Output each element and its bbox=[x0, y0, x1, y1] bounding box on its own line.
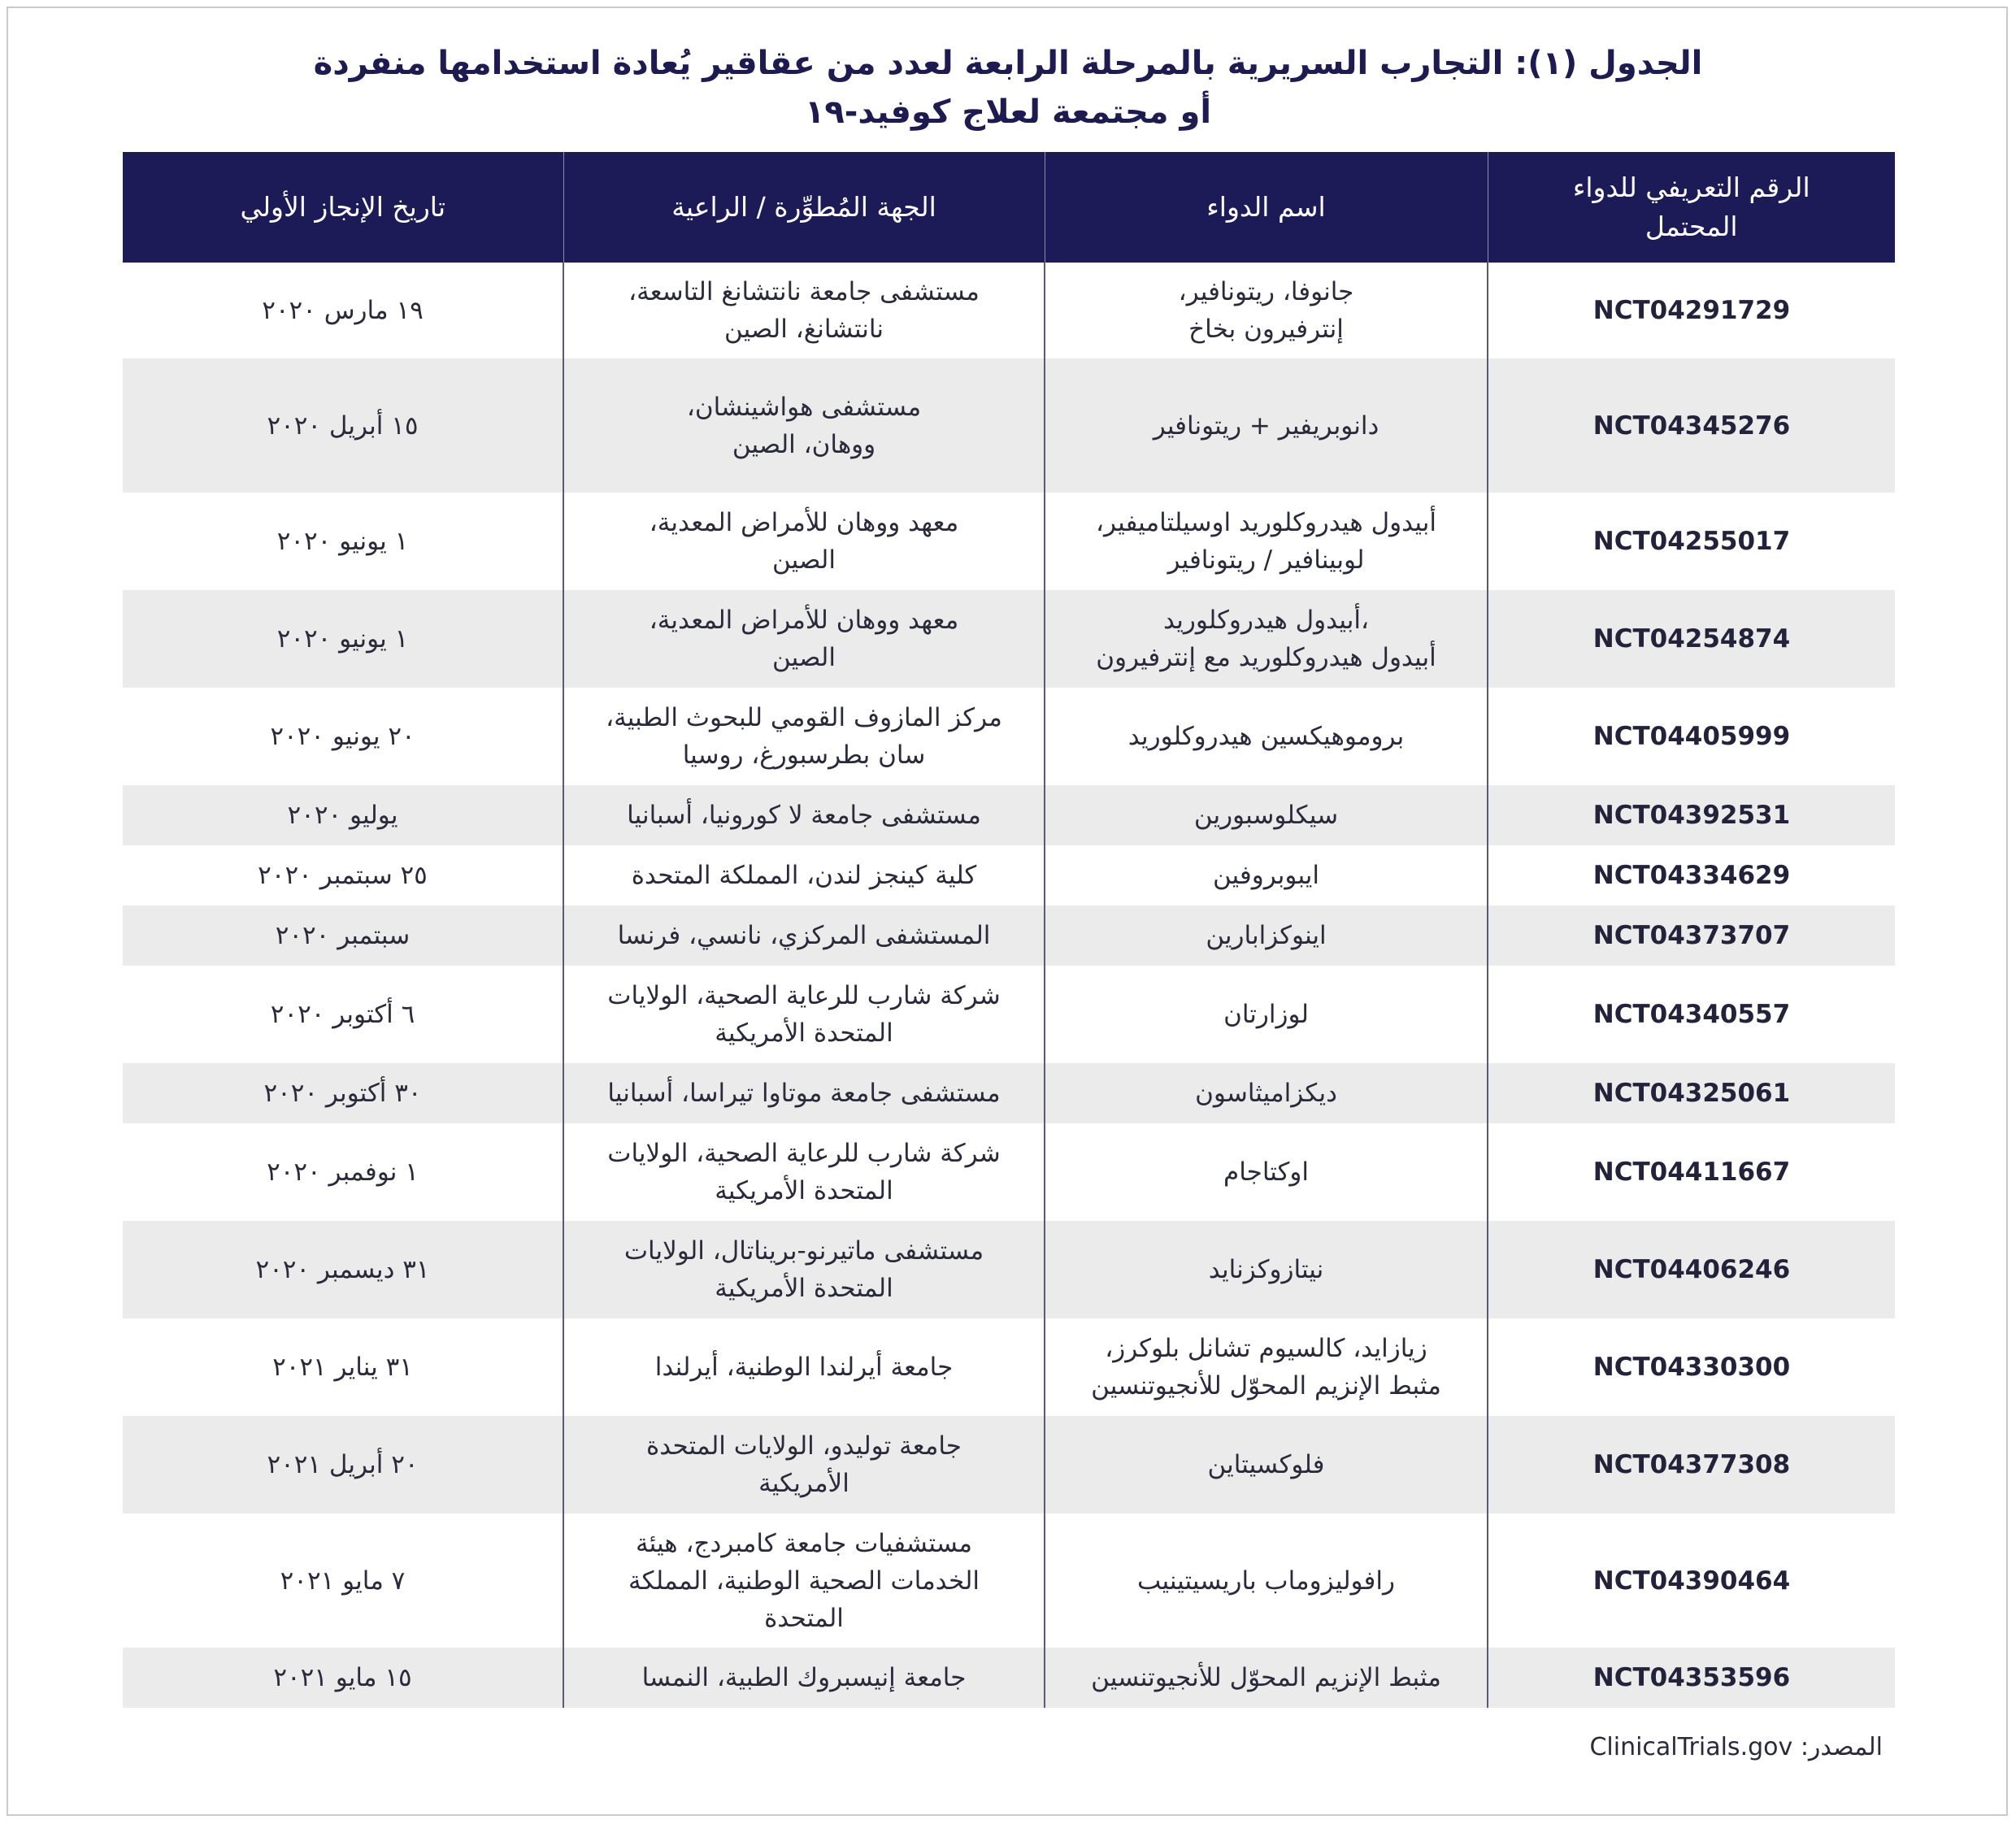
cell-sponsor bbox=[563, 905, 1045, 966]
cell-sponsor-line: مستشفيات جامعة كامبردج، هيئة bbox=[635, 1528, 973, 1558]
cell-sponsor-line: مركز المازوف القومي للبحوث الطبية، bbox=[606, 703, 1002, 732]
cell-date: ١٥ مايو ٢٠٢١ bbox=[123, 1648, 563, 1708]
cell-sponsor bbox=[563, 785, 1045, 845]
cell-sponsor-line: مستشفى هواشينشان، bbox=[686, 392, 922, 422]
cell-sponsor bbox=[563, 590, 1045, 688]
cell-trial-id: NCT04406246 bbox=[1488, 1221, 1895, 1318]
cell-drug bbox=[1045, 1123, 1488, 1221]
table-row bbox=[123, 1221, 1895, 1318]
source-value: ClinicalTrials.gov bbox=[1589, 1733, 1793, 1761]
header-date: تاريخ الإنجاز الأولي bbox=[123, 152, 563, 263]
table-row bbox=[123, 1123, 1895, 1221]
table-row bbox=[123, 263, 1895, 358]
cell-sponsor-line: مستشفى جامعة نانتشانغ التاسعة، bbox=[628, 277, 980, 306]
cell-sponsor bbox=[563, 1416, 1045, 1513]
caption-line-2: أو مجتمعة لعلاج كوفيد-١٩ bbox=[804, 93, 1212, 131]
cell-drug-line: لوبينافير / ريتونافير bbox=[1167, 545, 1365, 575]
cell-sponsor-line: المتحدة bbox=[764, 1603, 844, 1633]
cell-drug-line: لوزارتان bbox=[1223, 1000, 1309, 1029]
cell-drug-line: سيكلوسبورين bbox=[1193, 801, 1339, 830]
source-label: المصدر: bbox=[1800, 1733, 1883, 1761]
cell-sponsor bbox=[563, 263, 1045, 358]
cell-date: ١٩ مارس ٢٠٢٠ bbox=[123, 263, 563, 358]
table-row bbox=[123, 590, 1895, 688]
table-row bbox=[123, 785, 1895, 845]
table-row bbox=[123, 905, 1895, 966]
cell-sponsor bbox=[563, 1063, 1045, 1123]
cell-drug bbox=[1045, 1513, 1488, 1648]
header-id bbox=[1488, 152, 1895, 263]
cell-date: ٦ أكتوبر ٢٠٢٠ bbox=[123, 966, 563, 1063]
cell-drug-line: بروموهيكسين هيدروكلوريد bbox=[1127, 722, 1405, 751]
cell-trial-id: NCT04392531 bbox=[1488, 785, 1895, 845]
cell-drug-line: زيازايد، كالسيوم تشانل بلوكرز، bbox=[1105, 1334, 1427, 1363]
header-id-line-1: الرقم التعريفي للدواء bbox=[1572, 172, 1810, 203]
cell-drug bbox=[1045, 905, 1488, 966]
cell-sponsor-line: المستشفى المركزي، نانسي، فرنسا bbox=[617, 921, 991, 950]
source-note bbox=[1589, 1733, 1883, 1761]
cell-drug-line: إنترفيرون بخاخ bbox=[1188, 315, 1344, 344]
cell-drug-line: ايبوبروفين bbox=[1212, 861, 1320, 890]
cell-sponsor-line: الخدمات الصحية الوطنية، المملكة bbox=[628, 1566, 980, 1596]
cell-drug bbox=[1045, 590, 1488, 688]
table-row bbox=[123, 1416, 1895, 1513]
cell-trial-id: NCT04353596 bbox=[1488, 1648, 1895, 1708]
cell-sponsor-line: المتحدة الأمريكية bbox=[715, 1274, 893, 1303]
table-row bbox=[123, 966, 1895, 1063]
cell-trial-id: NCT04255017 bbox=[1488, 493, 1895, 590]
cell-sponsor-line: كلية كينجز لندن، المملكة المتحدة bbox=[631, 861, 977, 890]
cell-sponsor-line: مستشفى ماتيرنو-بريناتال، الولايات bbox=[623, 1236, 984, 1266]
cell-sponsor bbox=[563, 1123, 1045, 1221]
table-row bbox=[123, 493, 1895, 590]
cell-date: ٣٠ أكتوبر ٢٠٢٠ bbox=[123, 1063, 563, 1123]
table-row bbox=[123, 1513, 1895, 1648]
cell-drug bbox=[1045, 1416, 1488, 1513]
cell-drug bbox=[1045, 1318, 1488, 1416]
cell-drug-line: مثبط الإنزيم المحوّل للأنجيوتنسين bbox=[1091, 1371, 1441, 1401]
cell-drug bbox=[1045, 845, 1488, 905]
cell-sponsor-line: مستشفى جامعة لا كورونيا، أسبانيا bbox=[627, 801, 981, 830]
cell-date: ١ يونيو ٢٠٢٠ bbox=[123, 590, 563, 688]
cell-date: ١ يونيو ٢٠٢٠ bbox=[123, 493, 563, 590]
cell-sponsor-line: معهد ووهان للأمراض المعدية، bbox=[649, 606, 959, 635]
cell-drug-line: ،أبيدول هيدروكلوريد bbox=[1162, 606, 1370, 635]
table-body bbox=[123, 263, 1895, 1708]
cell-sponsor-line: الصين bbox=[772, 643, 836, 672]
cell-drug-line: أبيدول هيدروكلوريد اوسيلتاميفير، bbox=[1096, 508, 1436, 537]
cell-drug-line: ديكزاميثاسون bbox=[1195, 1079, 1337, 1108]
cell-date: يوليو ٢٠٢٠ bbox=[123, 785, 563, 845]
cell-date: ٧ مايو ٢٠٢١ bbox=[123, 1513, 563, 1648]
cell-drug-line: نيتازوكزنايد bbox=[1208, 1255, 1324, 1284]
cell-sponsor bbox=[563, 845, 1045, 905]
cell-drug-line: مثبط الإنزيم المحوّل للأنجيوتنسين bbox=[1091, 1663, 1441, 1692]
cell-trial-id: NCT04254874 bbox=[1488, 590, 1895, 688]
header-drug: اسم الدواء bbox=[1045, 152, 1488, 263]
cell-date: سبتمبر ٢٠٢٠ bbox=[123, 905, 563, 966]
table-caption bbox=[122, 39, 1894, 137]
table-row bbox=[123, 1648, 1895, 1708]
cell-drug bbox=[1045, 493, 1488, 590]
cell-sponsor-line: شركة شارب للرعاية الصحية، الولايات bbox=[607, 1139, 1001, 1168]
cell-drug bbox=[1045, 688, 1488, 785]
cell-drug-line: اينوكزابارين bbox=[1206, 921, 1327, 950]
cell-drug-line: جانوفا، ريتونافير، bbox=[1178, 277, 1354, 306]
cell-trial-id: NCT04405999 bbox=[1488, 688, 1895, 785]
cell-date: ١٥ أبريل ٢٠٢٠ bbox=[123, 358, 563, 493]
table-header-row bbox=[123, 152, 1895, 263]
cell-date: ٣١ ديسمبر ٢٠٢٠ bbox=[123, 1221, 563, 1318]
cell-sponsor-line: نانتشانغ، الصين bbox=[723, 315, 884, 344]
cell-sponsor-line: جامعة توليدو، الولايات المتحدة bbox=[646, 1431, 962, 1461]
cell-date: ١ نوفمبر ٢٠٢٠ bbox=[123, 1123, 563, 1221]
cell-drug bbox=[1045, 785, 1488, 845]
cell-sponsor-line: جامعة أيرلندا الوطنية، أيرلندا bbox=[654, 1353, 954, 1382]
cell-trial-id: NCT04291729 bbox=[1488, 263, 1895, 358]
table-row bbox=[123, 845, 1895, 905]
cell-drug bbox=[1045, 1221, 1488, 1318]
cell-sponsor-line: شركة شارب للرعاية الصحية، الولايات bbox=[607, 981, 1001, 1010]
cell-drug-line: رافوليزوماب باريسيتينيب bbox=[1137, 1566, 1395, 1596]
cell-trial-id: NCT04330300 bbox=[1488, 1318, 1895, 1416]
table-row bbox=[123, 358, 1895, 493]
cell-sponsor-line: الأمريكية bbox=[758, 1469, 849, 1498]
cell-trial-id: NCT04334629 bbox=[1488, 845, 1895, 905]
cell-date: ٣١ يناير ٢٠٢١ bbox=[123, 1318, 563, 1416]
cell-date: ٢٠ يونيو ٢٠٢٠ bbox=[123, 688, 563, 785]
cell-sponsor-line: مستشفى جامعة موتاوا تيراسا، أسبانيا bbox=[607, 1079, 1001, 1108]
cell-sponsor-line: المتحدة الأمريكية bbox=[715, 1018, 893, 1048]
cell-sponsor bbox=[563, 1221, 1045, 1318]
cell-sponsor-line: سان بطرسبورغ، روسيا bbox=[682, 740, 926, 770]
cell-sponsor bbox=[563, 358, 1045, 493]
cell-drug-line: فلوكسيتاين bbox=[1207, 1450, 1325, 1479]
cell-sponsor bbox=[563, 1318, 1045, 1416]
cell-trial-id: NCT04411667 bbox=[1488, 1123, 1895, 1221]
cell-drug bbox=[1045, 1063, 1488, 1123]
cell-sponsor bbox=[563, 493, 1045, 590]
cell-trial-id: NCT04340557 bbox=[1488, 966, 1895, 1063]
cell-trial-id: NCT04373707 bbox=[1488, 905, 1895, 966]
cell-drug-line: أبيدول هيدروكلوريد مع إنترفيرون bbox=[1096, 643, 1436, 672]
header-sponsor: الجهة المُطوِّرة / الراعية bbox=[563, 152, 1045, 263]
table-row bbox=[123, 1063, 1895, 1123]
header-id-line-2: المحتمل bbox=[1645, 211, 1738, 242]
cell-date: ٢٠ أبريل ٢٠٢١ bbox=[123, 1416, 563, 1513]
cell-trial-id: NCT04325061 bbox=[1488, 1063, 1895, 1123]
cell-trial-id: NCT04345276 bbox=[1488, 358, 1895, 493]
cell-drug bbox=[1045, 966, 1488, 1063]
cell-sponsor-line: ووهان، الصين bbox=[732, 429, 876, 459]
cell-drug bbox=[1045, 1648, 1488, 1708]
cell-sponsor-line: معهد ووهان للأمراض المعدية، bbox=[649, 508, 959, 537]
cell-date: ٢٥ سبتمبر ٢٠٢٠ bbox=[123, 845, 563, 905]
cell-sponsor-line: جامعة إنيسبروك الطبية، النمسا bbox=[641, 1663, 967, 1692]
cell-sponsor bbox=[563, 1513, 1045, 1648]
cell-sponsor bbox=[563, 966, 1045, 1063]
cell-sponsor bbox=[563, 1648, 1045, 1708]
cell-sponsor bbox=[563, 688, 1045, 785]
cell-sponsor-line: المتحدة الأمريكية bbox=[715, 1176, 893, 1205]
cell-trial-id: NCT04377308 bbox=[1488, 1416, 1895, 1513]
cell-drug-line: دانوبريفير + ريتونافير bbox=[1153, 410, 1379, 441]
trials-table bbox=[123, 152, 1895, 1708]
table-row bbox=[123, 688, 1895, 785]
cell-trial-id: NCT04390464 bbox=[1488, 1513, 1895, 1648]
cell-sponsor-line: الصين bbox=[772, 545, 836, 575]
caption-line-1: الجدول (١): التجارب السريرية بالمرحلة الرابعة لعدد من عقاقير يُعادة استخدامها منفردة bbox=[313, 45, 1703, 82]
table-row bbox=[123, 1318, 1895, 1416]
cell-drug-line: اوكتاجام bbox=[1223, 1157, 1309, 1187]
cell-drug bbox=[1045, 358, 1488, 493]
cell-drug bbox=[1045, 263, 1488, 358]
